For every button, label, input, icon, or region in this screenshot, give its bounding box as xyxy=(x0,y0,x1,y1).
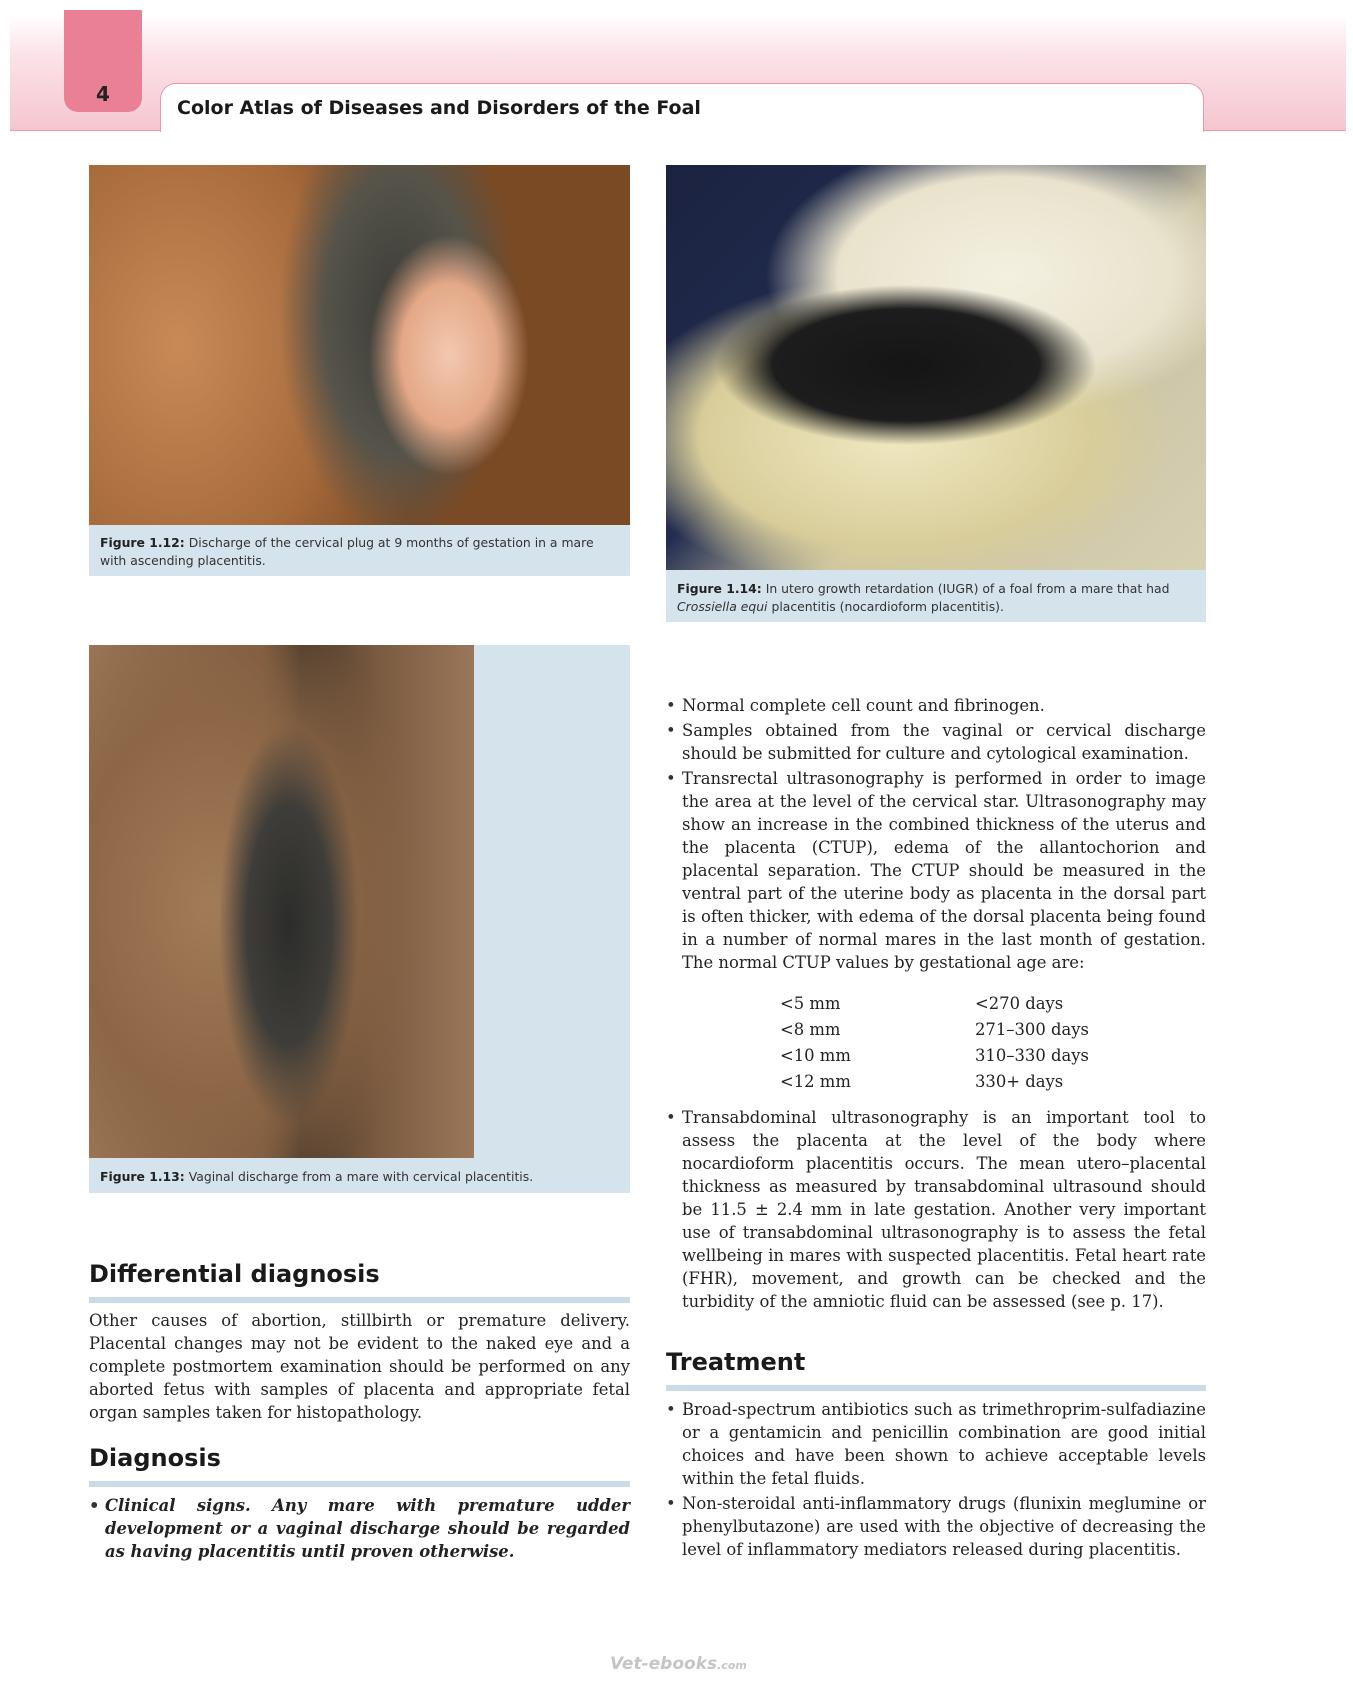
ctup-row xyxy=(780,991,1089,1017)
ctup-age: 271–300 days xyxy=(975,1020,1089,1039)
figure-1-12-photo xyxy=(89,165,630,525)
ctup-row xyxy=(780,1069,1089,1095)
figure-1-13-label: Figure 1.13: xyxy=(100,1169,185,1184)
figure-1-13-photo xyxy=(89,645,474,1158)
bullet-transabdominal: • Transabdominal ultrasonography is an important tool to assess the placenta at the level of the body where nocardioform placentitis occurs. The mean utero–placental thickness as measured by transabdominal ultrasound should be 11.5 ± 2.4 mm in late gestation. Another very important use of transabdominal ultrasonography is to assess the fetal wellbeing in mares with suspected placentitis. Fetal heart rate (FHR), movement, and growth can be checked and the turbidity of the amniotic fluid can be assessed (see p. 17). xyxy=(666,1106,1206,1313)
figure-1-12-label: Figure 1.12: xyxy=(100,535,185,550)
book-title: Color Atlas of Diseases and Disorders of the Foal xyxy=(177,97,701,119)
differential-diagnosis-text: Other causes of abortion, stillbirth or premature delivery. Placental changes may not be evident to the naked eye and a complete postmortem examination should be performed on any aborted fetus with samples of placenta and appropriate fetal organ samples taken for histopathology. xyxy=(89,1311,630,1422)
figure-1-13-caption xyxy=(100,1168,620,1186)
figure-1-14-label: Figure 1.14: xyxy=(677,581,762,596)
ctup-thickness: <10 mm xyxy=(780,1046,851,1065)
treatment-rule xyxy=(666,1385,1206,1391)
diagnosis-rule xyxy=(89,1481,630,1487)
figure-1-13-text: Vaginal discharge from a mare with cervical placentitis. xyxy=(188,1169,534,1184)
ctup-age: 330+ days xyxy=(975,1072,1064,1091)
differential-diagnosis-rule xyxy=(89,1297,630,1303)
treatment-list xyxy=(666,1398,1206,1563)
ctup-row xyxy=(780,1043,1089,1069)
diagnosis-right-list xyxy=(666,694,1206,976)
differential-diagnosis-heading: Differential diagnosis xyxy=(89,1260,380,1288)
ctup-thickness: <5 mm xyxy=(780,994,841,1013)
ctup-thickness: <8 mm xyxy=(780,1020,841,1039)
watermark xyxy=(610,1654,747,1674)
bullet-antibiotics: • Broad-spectrum antibiotics such as trimethroprim-sulfadiazine or a gentamicin and penicillin combination are good initial choices and have been shown to achieve acceptable levels within the fetal fluids. xyxy=(666,1398,1206,1490)
ctup-thickness: <12 mm xyxy=(780,1072,851,1091)
figure-1-14-organism: Crossiella equi xyxy=(677,599,768,614)
bullet-nsaids: • Non-steroidal anti-inflammatory drugs (flunixin meglumine or phenylbutazone) are used with the objective of decreasing the level of inflammatory mediators released during placentitis. xyxy=(666,1492,1206,1561)
figure-1-14-text-a: In utero growth retardation (IUGR) of a foal from a mare that had xyxy=(765,581,1170,596)
figure-1-14-text-b: placentitis (nocardioform placentitis). xyxy=(771,599,1004,614)
ctup-row xyxy=(780,1017,1089,1043)
ctup-age: <270 days xyxy=(975,994,1064,1013)
diagnosis-heading: Diagnosis xyxy=(89,1444,221,1472)
figure-1-12-caption xyxy=(100,534,620,570)
bullet-transrectal: • Transrectal ultrasonography is performed in order to image the area at the level of the cervical star. Ultrasonography may show an increase in the combined thickness of the uterus and the placenta (CTUP), edema of the allantochorion and placental separation. The CTUP should be measured in the ventral part of the uterine body as placenta in the dorsal part is often thicker, with edema of the dorsal placenta being found in a number of normal mares in the last month of gestation. The normal CTUP values by gestational age are: xyxy=(666,767,1206,974)
page-number: 4 xyxy=(96,82,110,106)
diagnosis-list xyxy=(89,1494,630,1565)
figure-1-14-photo xyxy=(666,165,1206,570)
transabdominal-list xyxy=(666,1106,1206,1315)
watermark-suffix: .com xyxy=(717,1659,747,1672)
ctup-table xyxy=(780,991,1089,1095)
figure-1-12-text: Discharge of the cervical plug at 9 months of gestation in a mare with ascending placentitis. xyxy=(100,535,594,568)
bullet-cell-count: • Normal complete cell count and fibrinogen. xyxy=(666,694,1206,717)
ctup-age: 310–330 days xyxy=(975,1046,1089,1065)
treatment-heading: Treatment xyxy=(666,1348,806,1376)
bullet-samples: • Samples obtained from the vaginal or cervical discharge should be submitted for culture and cytological examination. xyxy=(666,719,1206,765)
diagnosis-bullet-clinical-signs: • Clinical signs. Any mare with premature udder development or a vaginal discharge should be regarded as having placentitis until proven otherwise. xyxy=(89,1494,630,1563)
figure-1-14-caption xyxy=(677,580,1197,616)
watermark-main: Vet-ebooks xyxy=(610,1654,718,1674)
